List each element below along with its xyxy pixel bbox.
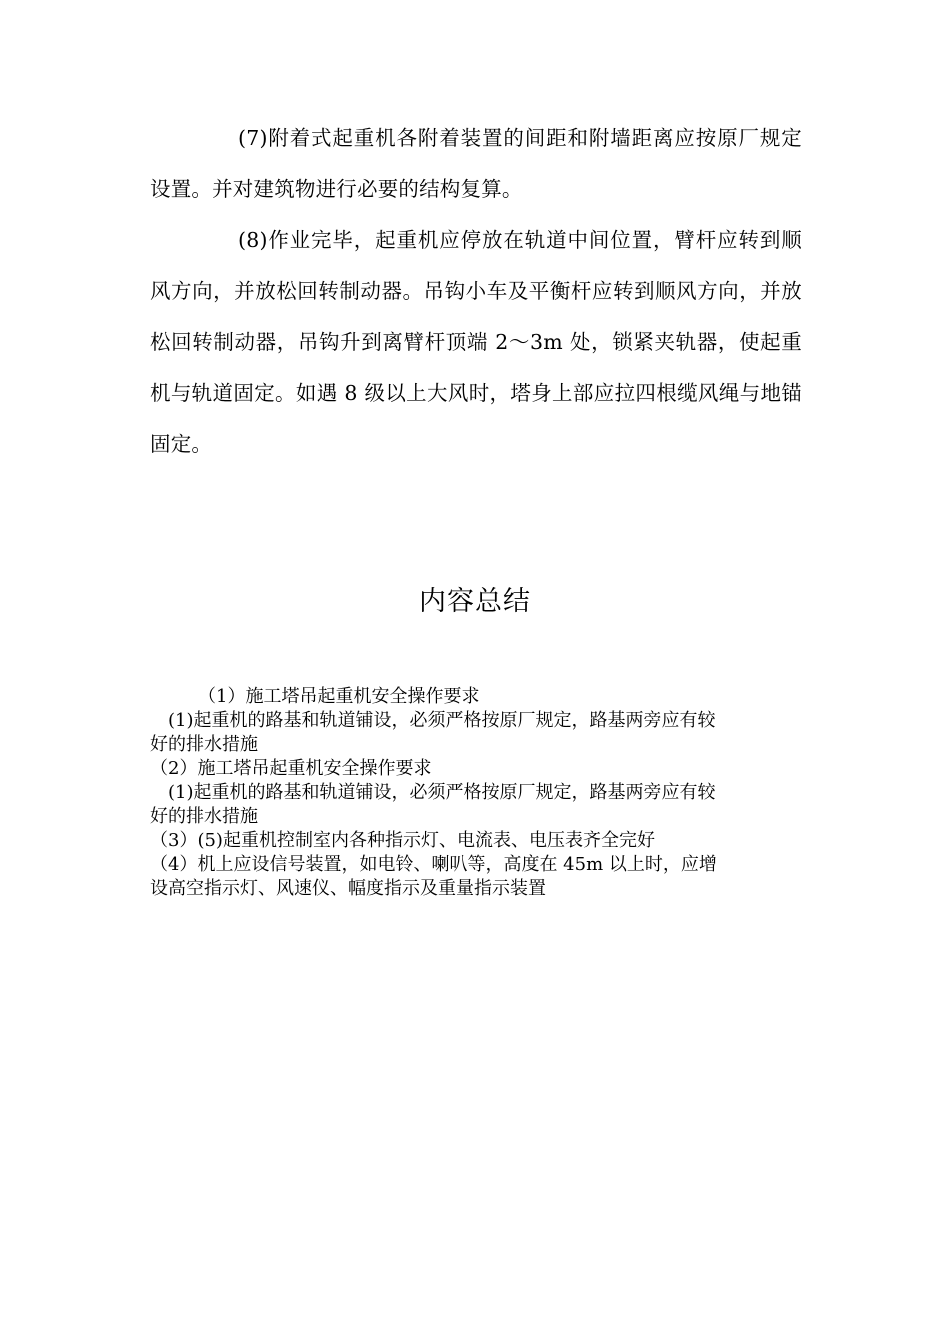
summary-line-1: （1）施工塔吊起重机安全操作要求 (198, 686, 480, 707)
paragraph-8 (150, 215, 802, 470)
summary-line-5: (1)起重机的路基和轨道铺设，必须严格按原厂规定，路基两旁应有较 (168, 782, 716, 803)
summary-line-3: 好的排水措施 (150, 734, 258, 755)
summary-line-9: 设高空指示灯、风速仪、幅度指示及重量指示装置 (150, 878, 546, 899)
summary-title: 内容总结 (419, 586, 531, 617)
summary-line-8: （4）机上应设信号装置，如电铃、喇叭等，高度在 45m 以上时，应增 (150, 854, 717, 875)
summary-line-6: 好的排水措施 (150, 806, 258, 827)
summary-line-7: （3）(5)起重机控制室内各种指示灯、电流表、电压表齐全完好 (150, 830, 655, 851)
paragraph-8-text: (8)作业完毕，起重机应停放在轨道中间位置，臂杆应转到顺风方向，并放松回转制动器。吊钩小车及平衡杆应转到顺风方向，并放松回转制动器，吊钩升到离臂杆顶端 2～3m 处，锁紧夹轨器，使起重机与轨道固定。如遇 8 级以上大风时，塔身上部应拉四根缆风绳与地锚固定。 (150, 228, 802, 456)
paragraph-7 (150, 113, 802, 215)
paragraph-7-text: (7)附着式起重机各附着装置的间距和附墙距离应按原厂规定设置。并对建筑物进行必要的结构复算。 (150, 126, 802, 201)
summary-section (150, 685, 810, 901)
summary-line-2: (1)起重机的路基和轨道铺设，必须严格按原厂规定，路基两旁应有较 (168, 710, 716, 731)
summary-line-4: （2）施工塔吊起重机安全操作要求 (150, 758, 432, 779)
